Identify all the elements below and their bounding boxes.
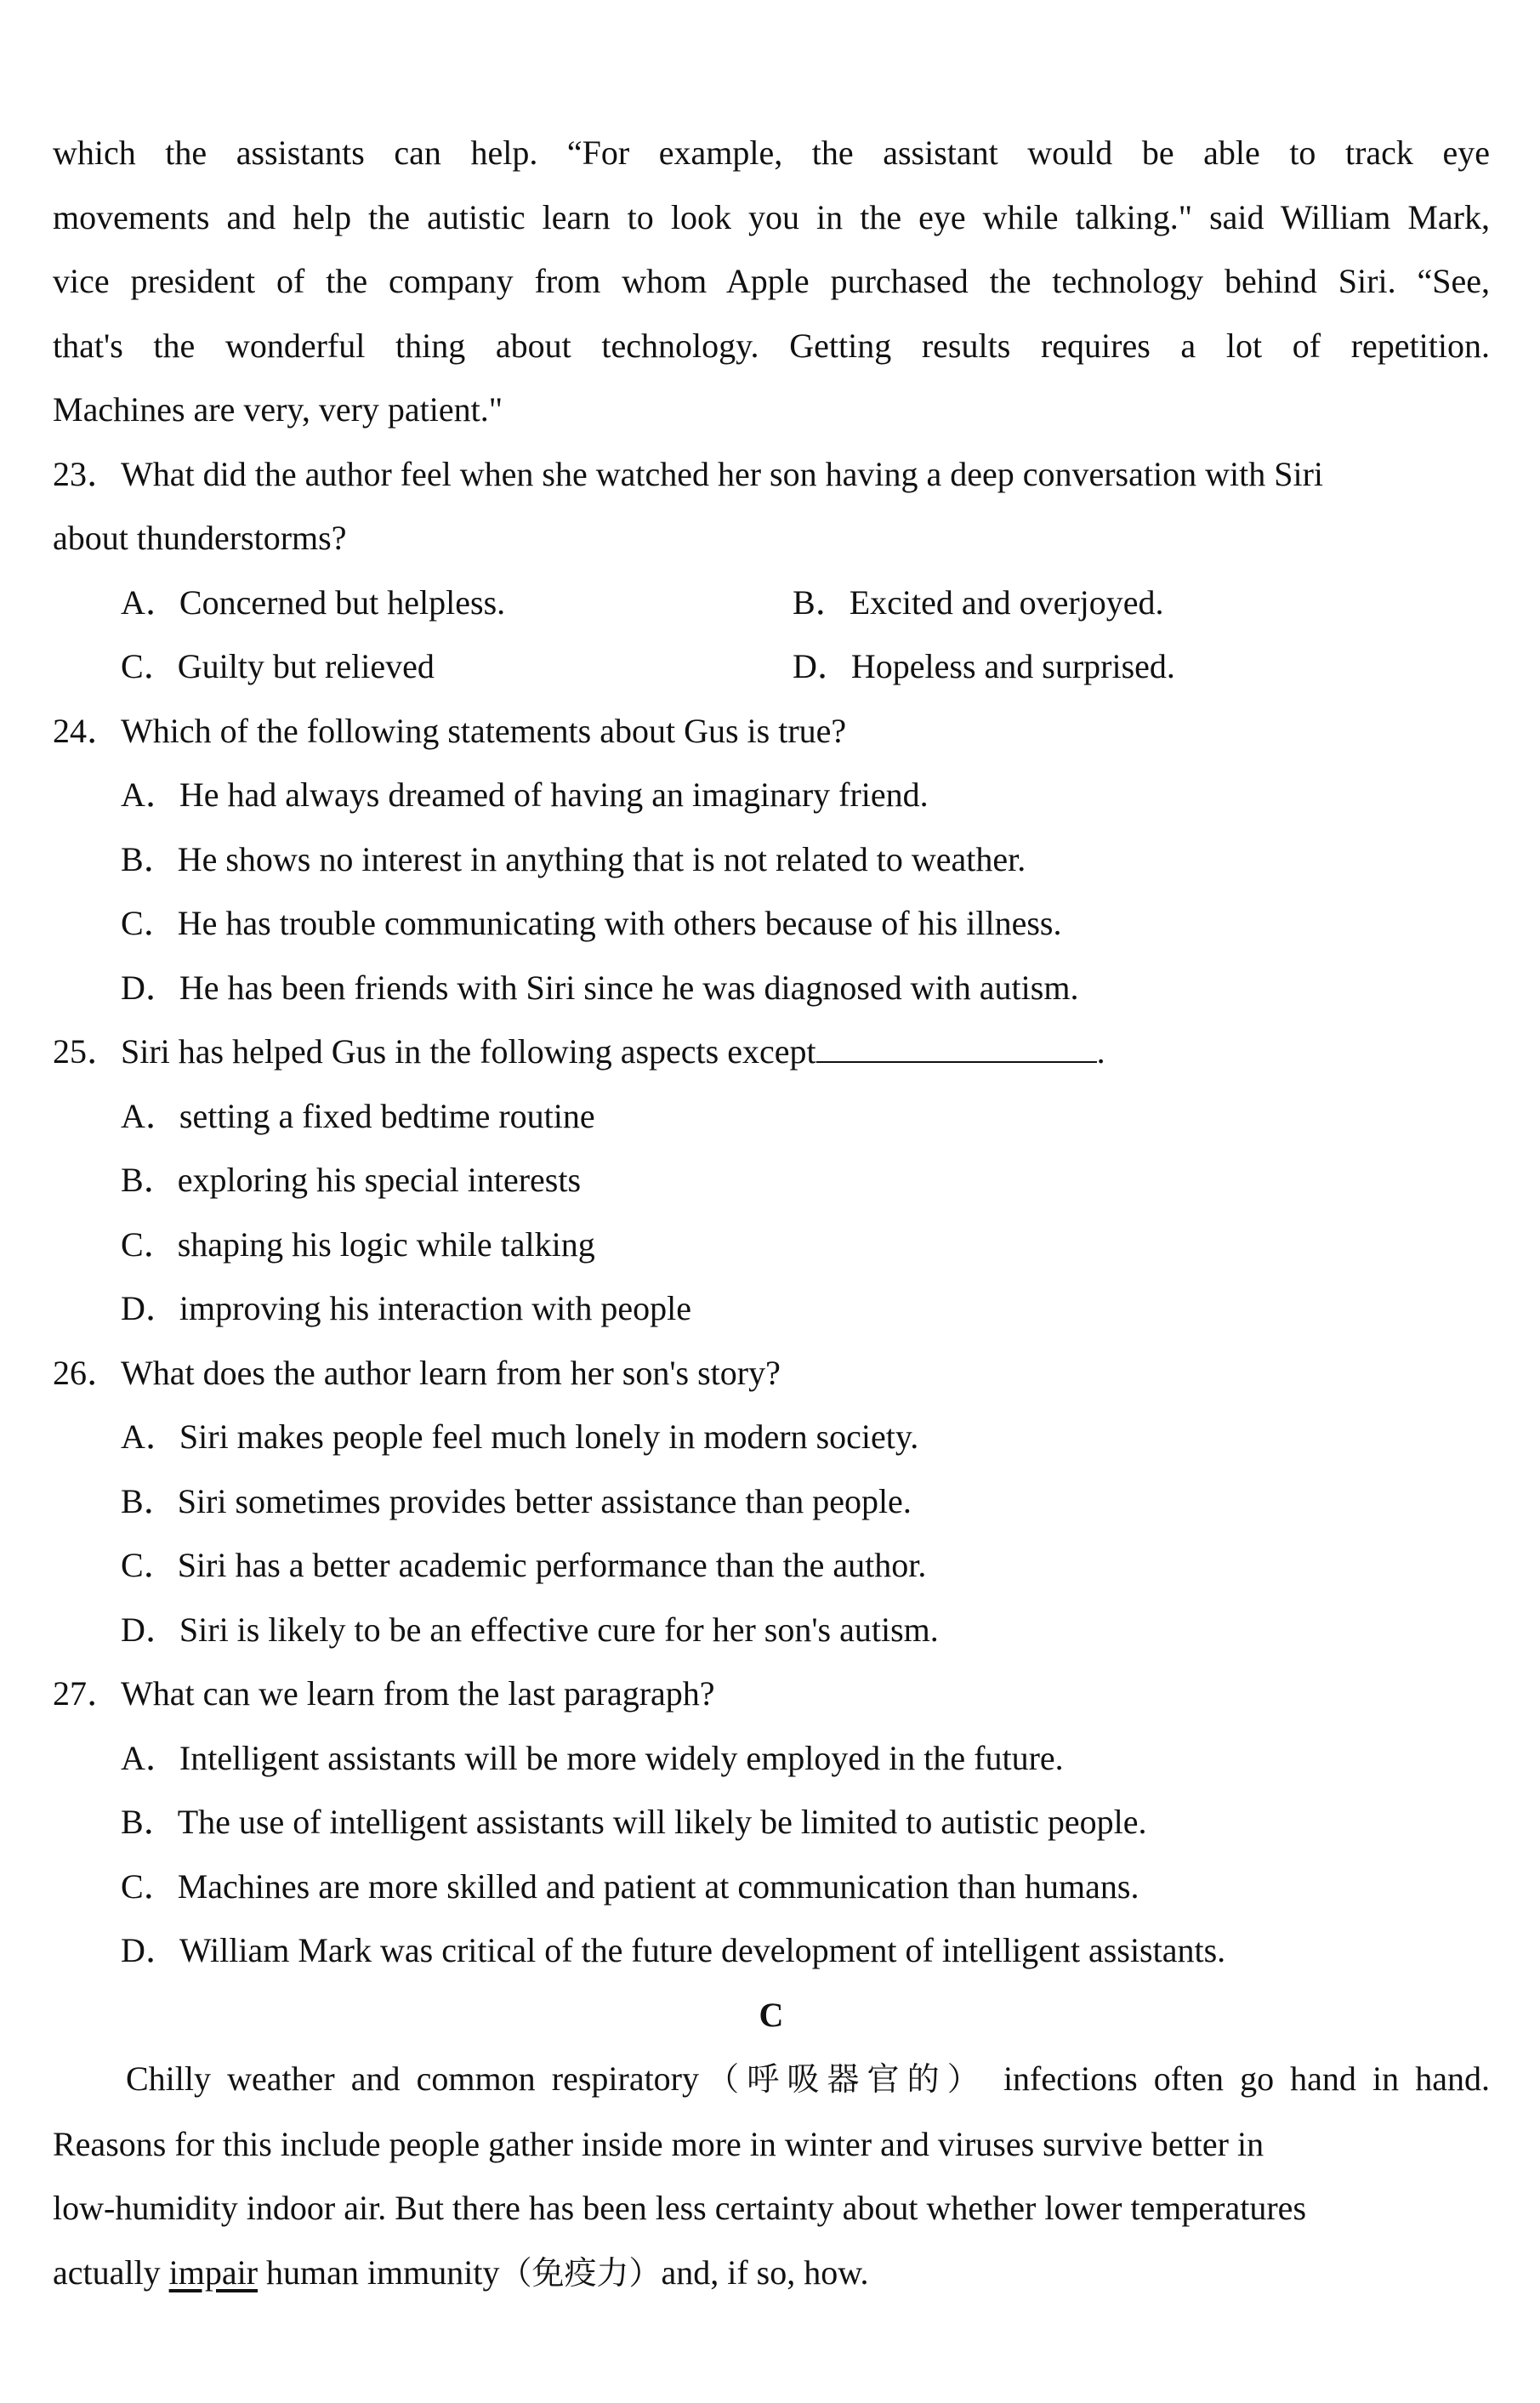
option-text: He had always dreamed of having an imaginary friend. [179, 775, 929, 814]
option-c[interactable] [121, 634, 793, 699]
option-text: The use of intelligent assistants will likely be limited to autistic people. [177, 1803, 1147, 1841]
question-text: What did the author feel when she watched her son having a deep conversation with Siri [121, 454, 1324, 493]
option-b[interactable] [793, 571, 1464, 635]
question-24 [53, 699, 1490, 1020]
passage-line [53, 2047, 1490, 2112]
option-text: Machines are more skilled and patient at communication than humans. [177, 1866, 1139, 1906]
section-title: C [759, 1995, 784, 2034]
question-27 [53, 1662, 1490, 1983]
option-c[interactable] [121, 891, 1490, 956]
question-number: 27． [53, 1674, 121, 1713]
passage-line [53, 2241, 1490, 2306]
option-letter: A． [121, 1417, 179, 1456]
option-letter: D． [793, 647, 851, 685]
option-d[interactable] [121, 1918, 1490, 1983]
option-text: improving his interaction with people [179, 1289, 691, 1327]
option-b[interactable] [121, 1148, 1490, 1213]
option-a[interactable] [121, 1084, 1490, 1149]
option-text: Siri has a better academic performance than the author. [177, 1546, 927, 1584]
option-letter: C． [121, 647, 178, 685]
question-text: What can we learn from the last paragraph? [121, 1674, 715, 1713]
passage-text: Chilly weather and common respiratory [126, 2059, 700, 2098]
question-number: 24． [53, 711, 121, 750]
question-text: What does the author learn from her son's story? [121, 1353, 781, 1392]
option-text: Siri makes people feel much lonely in modern society. [179, 1417, 919, 1456]
option-letter: C． [121, 1546, 178, 1584]
option-letter: A． [121, 582, 179, 622]
option-a[interactable] [121, 1405, 1490, 1469]
question-stem [53, 442, 1490, 507]
option-letter: B． [793, 582, 850, 622]
option-letter: D． [121, 1931, 179, 1969]
option-text: William Mark was critical of the future development of intelligent assistants. [179, 1931, 1226, 1969]
option-d[interactable] [121, 956, 1490, 1020]
option-d[interactable] [121, 1276, 1490, 1341]
option-d[interactable] [793, 634, 1464, 699]
passage-text: actually [53, 2252, 169, 2292]
option-a[interactable] [121, 571, 793, 635]
option-text: Concerned but helpless. [179, 582, 506, 622]
section-c-paragraph [53, 2047, 1490, 2305]
option-letter: D． [121, 968, 179, 1007]
passage-line: low-humidity indoor air. But there has been less certainty about whether lower temperatures [53, 2189, 1307, 2227]
option-letter: C． [121, 1224, 178, 1264]
option-letter: C． [121, 1866, 178, 1906]
option-text: Siri is likely to be an effective cure for her son's autism. [179, 1610, 939, 1649]
option-letter: A． [121, 1096, 179, 1135]
option-letter: A． [121, 1738, 179, 1777]
intro-line: movements and help the autistic learn to look you in the eye while talking." said William Mark, [53, 197, 1490, 236]
option-letter: D． [121, 1610, 179, 1649]
question-number: 23． [53, 454, 121, 493]
chinese-gloss: （免疫力） [499, 2253, 662, 2292]
question-text-end: . [1096, 1032, 1105, 1071]
answer-blank[interactable] [816, 1036, 1097, 1063]
option-text: Intelligent assistants will be more widely employed in the future. [179, 1738, 1064, 1777]
intro-line: Machines are very, very patient." [53, 390, 503, 429]
option-letter: C． [121, 904, 178, 942]
option-b[interactable] [121, 1790, 1490, 1855]
question-text: Siri has helped Gus in the following aspects except [121, 1032, 816, 1071]
option-text: Excited and overjoyed. [849, 582, 1164, 622]
question-number: 26． [53, 1353, 121, 1392]
option-letter: D． [121, 1289, 179, 1327]
question-number: 25． [53, 1032, 121, 1071]
question-stem [53, 699, 1490, 764]
option-text: Siri sometimes provides better assistance than people. [177, 1481, 912, 1520]
passage-text: and, if so, how. [661, 2252, 869, 2292]
question-stem [53, 1341, 1490, 1406]
option-text: exploring his special interests [177, 1161, 582, 1199]
option-text: He has trouble communicating with others because of his illness. [177, 904, 1062, 942]
question-text: Which of the following statements about Gus is true? [121, 711, 847, 750]
option-d[interactable] [121, 1598, 1490, 1662]
underlined-word: impair [168, 2252, 259, 2292]
option-letter: B． [121, 1161, 178, 1199]
intro-line: vice president of the company from whom Apple purchased the technology behind Siri. “See, [53, 262, 1490, 300]
option-text: Hopeless and surprised. [850, 647, 1175, 685]
option-c[interactable] [121, 1213, 1490, 1277]
chinese-gloss: （呼吸器官的） [699, 2060, 987, 2098]
option-text: He has been friends with Siri since he was diagnosed with autism. [179, 968, 1079, 1007]
passage-text: infections often go hand in hand. [986, 2059, 1490, 2098]
option-letter: B． [121, 839, 178, 878]
question-stem [53, 1020, 1490, 1084]
option-text: Guilty but relieved [177, 647, 435, 685]
question-23 [53, 442, 1490, 699]
intro-paragraph [53, 121, 1490, 442]
option-b[interactable] [121, 1469, 1490, 1534]
question-25 [53, 1020, 1490, 1341]
option-text: He shows no interest in anything that is not related to weather. [177, 839, 1026, 878]
question-stem [53, 1662, 1490, 1726]
option-letter: B． [121, 1481, 178, 1520]
option-text: setting a fixed bedtime routine [179, 1096, 595, 1135]
option-a[interactable] [121, 1726, 1490, 1791]
option-letter: A． [121, 775, 179, 814]
question-stem-continued: about thunderstorms? [53, 519, 347, 557]
passage-line: Reasons for this include people gather inside more in winter and viruses survive better in [53, 2124, 1264, 2163]
option-c[interactable] [121, 1855, 1490, 1919]
exam-page [53, 121, 1490, 2305]
question-26 [53, 1341, 1490, 1662]
option-text: shaping his logic while talking [177, 1224, 595, 1264]
passage-text: human immunity [258, 2252, 500, 2292]
options-row [121, 634, 1490, 699]
intro-line: that's the wonderful thing about technology. Getting results requires a lot of repetition. [53, 326, 1490, 365]
option-a[interactable] [121, 763, 1490, 827]
option-letter: B． [121, 1803, 178, 1841]
intro-line: which the assistants can help. “For example, the assistant would be able to track eye [53, 134, 1490, 172]
option-c[interactable] [121, 1533, 1490, 1598]
options-row [121, 571, 1490, 635]
option-b[interactable] [121, 827, 1490, 892]
